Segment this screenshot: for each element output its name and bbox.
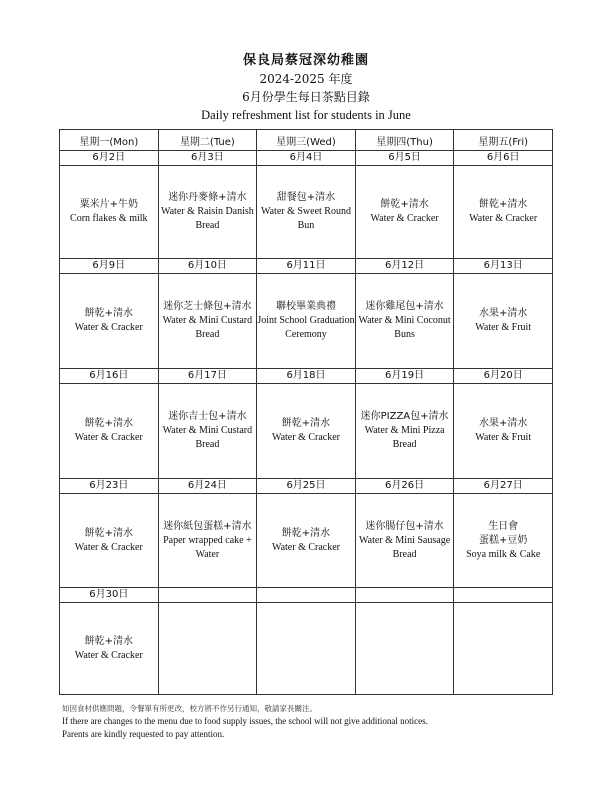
menu-item-english: Water & Cracker [74, 541, 143, 553]
date-cell: 6月16日 [60, 369, 159, 384]
refreshment-table [59, 129, 553, 695]
date-row [60, 259, 553, 274]
menu-cell [158, 494, 257, 588]
menu-item-english: Water & Raisin Danish Bread [160, 206, 254, 231]
menu-item-chinese: 水果+清水 [478, 308, 528, 319]
weekday-header-row [60, 130, 553, 151]
date-cell: 6月27日 [454, 479, 553, 494]
date-cell [158, 588, 257, 603]
menu-item-english: Corn flakes & milk [70, 213, 148, 224]
menu-item-english: Water & Fruit [475, 322, 532, 333]
menu-item-chinese: 餅乾+清水 [84, 527, 133, 539]
menu-item-english: Water & Mini Sausage Bread [359, 534, 451, 560]
menu-body [60, 151, 553, 695]
menu-item-chinese: 迷你丹麥條+清水 [168, 192, 247, 203]
menu-row [60, 384, 553, 479]
date-row [60, 369, 553, 384]
menu-row [60, 166, 553, 259]
menu-item-english: Water & Mini Custard Bread [162, 315, 253, 340]
date-cell: 6月13日 [454, 259, 553, 274]
menu-item-english: Water & Fruit [475, 432, 532, 443]
menu-item-english: Water & Mini Pizza Bread [364, 425, 445, 450]
menu-item-english: Water & Cracker [74, 432, 143, 443]
date-cell: 6月24日 [158, 479, 257, 494]
menu-cell [257, 274, 356, 369]
date-cell: 6月26日 [355, 479, 454, 494]
menu-cell [60, 494, 159, 588]
menu-cell [355, 603, 454, 695]
weekday-tue: 星期二(Tue) [158, 130, 257, 151]
date-cell: 6月2日 [60, 151, 159, 166]
menu-cell [454, 603, 553, 695]
menu-item-chinese: 甜餐包+清水 [276, 192, 336, 203]
date-row [60, 479, 553, 494]
date-cell: 6月12日 [355, 259, 454, 274]
date-cell: 6月25日 [257, 479, 356, 494]
footnotes [62, 702, 562, 741]
date-cell: 6月23日 [60, 479, 159, 494]
date-cell: 6月11日 [257, 259, 356, 274]
note-chinese: 如因食材供應問題，令餐單有所更改，校方將不作另行通知，敬請家長關注。 [62, 704, 317, 713]
menu-cell [355, 166, 454, 259]
menu-item-english: Water & Cracker [370, 213, 439, 224]
menu-cell [257, 494, 356, 588]
menu-item-english: Water & Cracker [469, 213, 538, 224]
menu-cell [355, 274, 454, 369]
menu-cell [257, 603, 356, 695]
menu-cell [454, 384, 553, 479]
menu-cell [257, 166, 356, 259]
date-cell: 6月19日 [355, 369, 454, 384]
menu-item-english: Water & Cracker [271, 541, 340, 553]
menu-row [60, 603, 553, 695]
menu-item-chinese: 迷你芝士條包+清水 [163, 301, 252, 312]
menu-item-chinese: 迷你PIZZA包+清水 [360, 411, 449, 422]
date-cell: 6月4日 [257, 151, 356, 166]
menu-item-chinese: 餅乾+清水 [478, 199, 528, 210]
menu-item-english: Paper wrapped cake + Water [163, 534, 252, 560]
date-cell: 6月20日 [454, 369, 553, 384]
menu-item-chinese: 迷你紙包蛋糕+清水 [163, 520, 252, 532]
menu-item-chinese: 餅乾+清水 [84, 635, 133, 647]
menu-cell [158, 166, 257, 259]
menu-item-chinese: 餅乾+清水 [281, 527, 331, 539]
menu-item-english: Water & Cracker [74, 649, 143, 661]
date-row [60, 588, 553, 603]
menu-item-english: Water & Cracker [271, 432, 340, 443]
menu-item-chinese: 粟米片+牛奶 [79, 199, 138, 210]
menu-item-english: Joint School Graduation Ceremony [257, 315, 355, 340]
menu-item-chinese: 水果+清水 [478, 418, 528, 429]
date-cell [454, 588, 553, 603]
note-english-1: If there are changes to the menu due to food supply issues, the school will not give additional notices. [62, 716, 428, 726]
menu-item-english: Water & Sweet Round Bun [260, 206, 351, 231]
date-cell: 6月9日 [60, 259, 159, 274]
menu-item-chinese: 迷你雞尾包+清水 [365, 301, 444, 312]
weekday-fri: 星期五(Fri) [454, 130, 553, 151]
menu-item-chinese: 迷你吉士包+清水 [168, 411, 247, 422]
menu-cell [257, 384, 356, 479]
menu-cell [158, 384, 257, 479]
menu-cell [454, 494, 553, 588]
date-cell: 6月5日 [355, 151, 454, 166]
menu-item-english: Water & Mini Custard Bread [162, 425, 253, 450]
menu-item-chinese: 迷你腸仔包+清水 [365, 520, 444, 532]
date-cell: 6月30日 [60, 588, 159, 603]
date-cell: 6月3日 [158, 151, 257, 166]
menu-cell [454, 166, 553, 259]
menu-item-chinese: 餅乾+清水 [281, 418, 331, 429]
date-cell [355, 588, 454, 603]
weekday-mon: 星期一(Mon) [60, 130, 159, 151]
menu-cell [60, 166, 159, 259]
menu-cell [158, 274, 257, 369]
note-english-2: Parents are kindly requested to pay attention. [62, 729, 225, 739]
school-name: 保良局蔡冠深幼稚園 [242, 53, 369, 68]
title-english: Daily refreshment list for students in June [201, 108, 411, 122]
document-header [0, 52, 612, 124]
menu-item-chinese: 聯校畢業典禮 [275, 301, 336, 312]
menu-item-chinese: 餅乾+清水 [84, 418, 133, 429]
menu-item-english: Soya milk & Cake [466, 548, 541, 560]
menu-cell [454, 274, 553, 369]
date-cell [257, 588, 356, 603]
menu-item-chinese: 生日會 蛋糕+豆奶 [478, 520, 528, 546]
date-cell: 6月18日 [257, 369, 356, 384]
title-chinese: 6月份學生每日茶點目錄 [242, 90, 370, 104]
menu-cell [60, 603, 159, 695]
date-cell: 6月10日 [158, 259, 257, 274]
date-row [60, 151, 553, 166]
school-year: 2024-2025 年度 [259, 72, 353, 86]
menu-item-english: Water & Mini Coconut Buns [358, 315, 451, 340]
menu-row [60, 494, 553, 588]
date-cell: 6月6日 [454, 151, 553, 166]
date-cell: 6月17日 [158, 369, 257, 384]
menu-cell [355, 384, 454, 479]
menu-cell [60, 274, 159, 369]
weekday-thu: 星期四(Thu) [355, 130, 454, 151]
menu-item-chinese: 餅乾+清水 [380, 199, 429, 210]
menu-row [60, 274, 553, 369]
weekday-wed: 星期三(Wed) [257, 130, 356, 151]
menu-cell [355, 494, 454, 588]
menu-item-chinese: 餅乾+清水 [84, 308, 133, 319]
menu-cell [60, 384, 159, 479]
menu-item-english: Water & Cracker [74, 322, 143, 333]
menu-cell [158, 603, 257, 695]
